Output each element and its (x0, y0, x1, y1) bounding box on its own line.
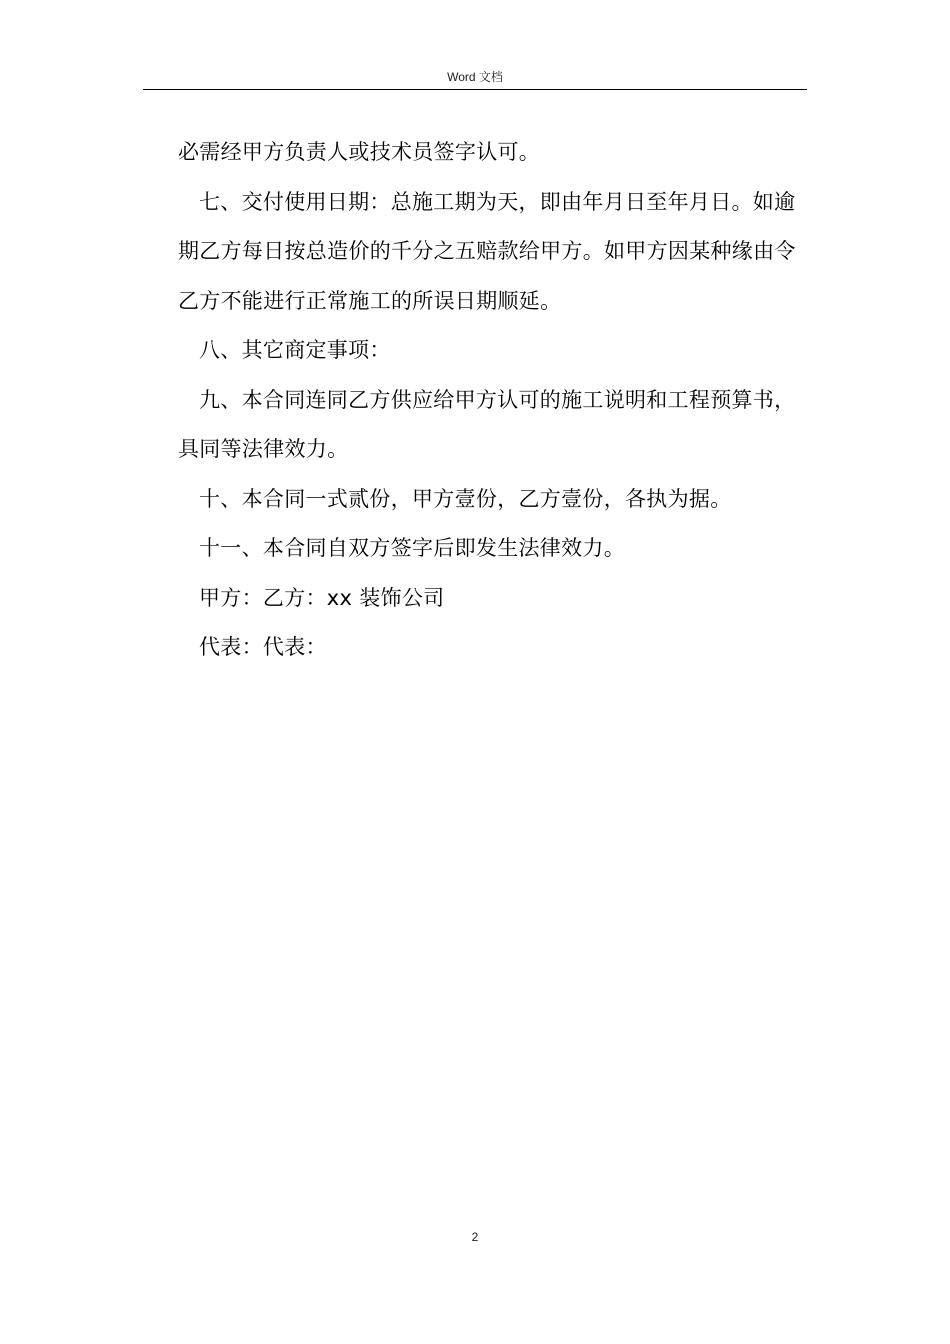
paragraph-legal-validity: 九、本合同连同乙方供应给甲方认可的施工说明和工程预算书，具同等法律效力。 (178, 387, 796, 461)
paragraph-copies: 十、本合同一式贰份，甲方壹份，乙方壹份，各执为据。 (199, 486, 732, 511)
page-header (143, 66, 807, 90)
paragraph-other-terms: 八、其它商定事项： (199, 338, 391, 362)
paragraph-representatives: 代表：代表： (199, 635, 327, 659)
header-title: Word 文档 (447, 70, 503, 84)
paragraph-effective: 十一、本合同自双方签字后即发生法律效力。 (199, 536, 625, 560)
paragraph-parties: 甲方：乙方：xx 装饰公司 (199, 585, 445, 610)
paragraph-delivery-date: 七、交付使用日期：总施工期为天，即由年月日至年月日。如逾期乙方每日按总造价的千分之五赔款给甲方。如甲方因某种缘由令乙方不能进行正常施工的所误日期顺延。 (178, 189, 796, 313)
paragraph-approval: 必需经甲方负责人或技术员签字认可。 (178, 140, 541, 164)
page-number: 2 (471, 1230, 479, 1244)
document-body (178, 128, 806, 673)
